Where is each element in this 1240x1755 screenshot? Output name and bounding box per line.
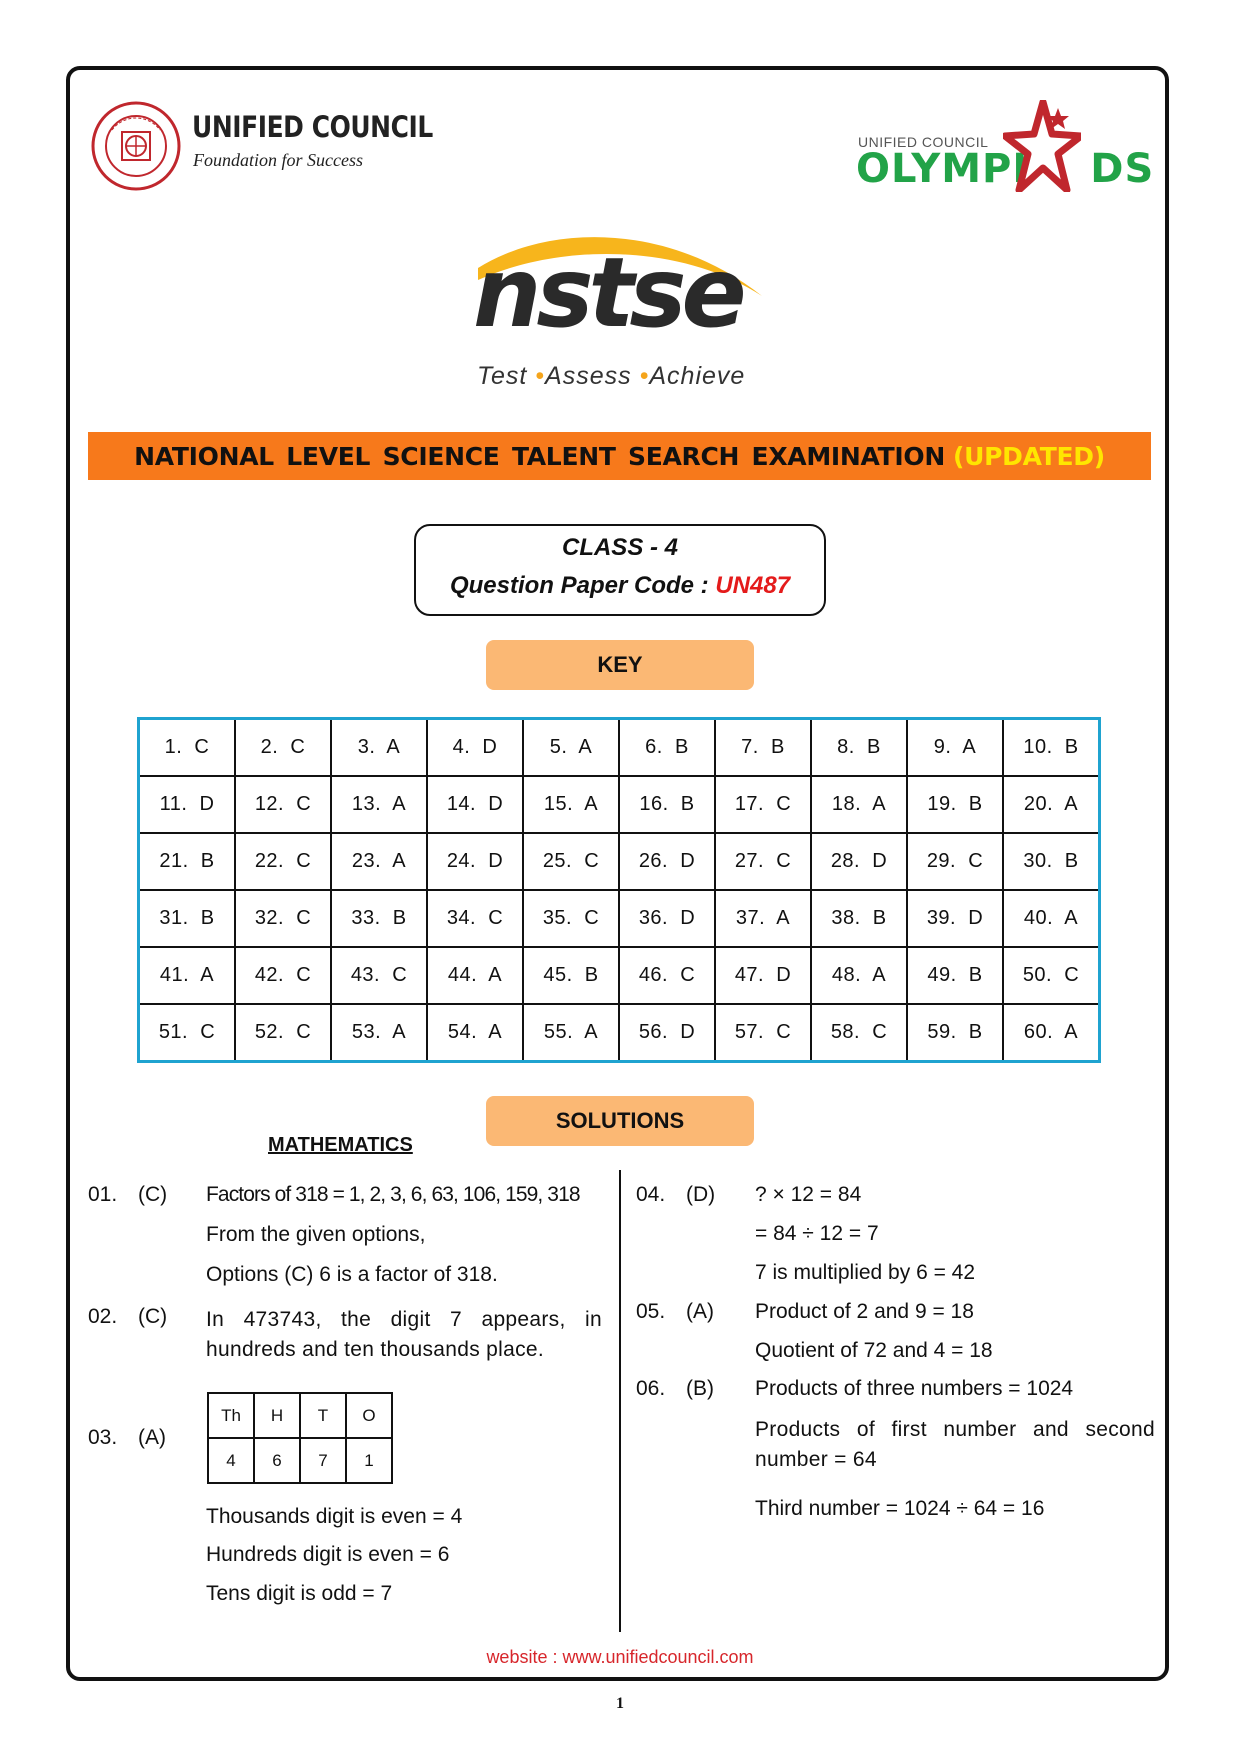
answer-option: (D) xyxy=(686,1183,716,1206)
answer-key-cell: 5. A xyxy=(523,719,619,777)
answer-key-cell: 43. C xyxy=(331,947,427,1004)
solution-line: Thousands digit is even = 4 xyxy=(206,1505,463,1528)
answer-key-cell: 9. A xyxy=(907,719,1003,777)
place-header: T xyxy=(300,1393,346,1438)
answer-key-cell: 41. A xyxy=(139,947,236,1004)
answer-key-cell: 53. A xyxy=(331,1004,427,1062)
answer-key-cell: 48. A xyxy=(811,947,907,1004)
olympiads-word-start: OLYMPI xyxy=(856,146,1029,192)
answer-key-cell: 29. C xyxy=(907,833,1003,890)
nstse-logo-text: nstse xyxy=(473,237,742,349)
answer-key-cell: 33. B xyxy=(331,890,427,947)
solution-line: Hundreds digit is even = 6 xyxy=(206,1543,450,1566)
paper-code-line xyxy=(416,572,824,600)
answer-option: (A) xyxy=(686,1300,714,1323)
place-value: 4 xyxy=(208,1438,254,1483)
answer-key-cell: 27. C xyxy=(715,833,811,890)
tagline-achieve: Achieve xyxy=(649,362,746,390)
solution-line: Options (C) 6 is a factor of 318. xyxy=(206,1263,498,1286)
place-header: O xyxy=(346,1393,392,1438)
class-label: CLASS - 4 xyxy=(561,534,678,561)
answer-key-cell: 21. B xyxy=(139,833,236,890)
answer-key-cell: 1. C xyxy=(139,719,236,777)
answer-key-cell: 32. C xyxy=(235,890,331,947)
key-heading: KEY xyxy=(486,640,754,690)
paper-code-label: Question Paper Code : xyxy=(449,572,716,599)
answer-key-cell: 15. A xyxy=(523,776,619,833)
subject-heading: MATHEMATICS xyxy=(268,1134,413,1156)
answer-key-cell: 14. D xyxy=(427,776,523,833)
answer-key-cell: 57. C xyxy=(715,1004,811,1062)
answer-key-cell: 10. B xyxy=(1003,719,1100,777)
nstse-tagline xyxy=(477,362,745,391)
answer-key-cell: 46. C xyxy=(619,947,715,1004)
solution-line: From the given options, xyxy=(206,1223,426,1246)
answer-option: (C) xyxy=(138,1305,168,1328)
column-divider xyxy=(619,1170,621,1632)
answer-key-cell: 54. A xyxy=(427,1004,523,1062)
answer-key-cell: 28. D xyxy=(811,833,907,890)
answer-key-cell: 24. D xyxy=(427,833,523,890)
olympiads-small-text: UNIFIED COUNCIL xyxy=(858,134,989,150)
answer-key-row xyxy=(139,719,1100,777)
answer-key-cell: 23. A xyxy=(331,833,427,890)
answer-key-cell: 37. A xyxy=(715,890,811,947)
website-footer: website : www.unifiedcouncil.com xyxy=(486,1647,754,1667)
class-info-box xyxy=(414,524,826,616)
tagline-test: Test xyxy=(477,362,528,390)
solution-line: Quotient of 72 and 4 = 18 xyxy=(755,1339,993,1362)
solution-line: = 84 ÷ 12 = 7 xyxy=(755,1222,879,1245)
answer-key-cell: 6. B xyxy=(619,719,715,777)
answer-key-cell: 26. D xyxy=(619,833,715,890)
question-number: 05. xyxy=(636,1300,666,1323)
answer-key-cell: 20. A xyxy=(1003,776,1100,833)
answer-key-cell: 39. D xyxy=(907,890,1003,947)
tagline-dot: • xyxy=(535,362,546,390)
answer-key-cell: 2. C xyxy=(235,719,331,777)
place-value: 7 xyxy=(300,1438,346,1483)
answer-key-cell: 12. C xyxy=(235,776,331,833)
answer-key-cell: 51. C xyxy=(139,1004,236,1062)
answer-key-cell: 55. A xyxy=(523,1004,619,1062)
question-number: 06. xyxy=(636,1377,666,1400)
answer-key-cell: 38. B xyxy=(811,890,907,947)
solution-line: ? × 12 = 84 xyxy=(755,1183,862,1206)
answer-key-cell: 4. D xyxy=(427,719,523,777)
answer-key-row xyxy=(139,776,1100,833)
olympiads-star-icon xyxy=(1003,100,1081,192)
answer-key-row xyxy=(139,947,1100,1004)
answer-key-cell: 52. C xyxy=(235,1004,331,1062)
question-number: 04. xyxy=(636,1183,666,1206)
answer-key-cell: 11. D xyxy=(139,776,236,833)
answer-key-cell: 22. C xyxy=(235,833,331,890)
place-header: Th xyxy=(208,1393,254,1438)
answer-key-cell: 56. D xyxy=(619,1004,715,1062)
question-number: 03. xyxy=(88,1426,118,1449)
paper-code-value: UN487 xyxy=(715,572,791,599)
exam-title: NATIONAL LEVEL SCIENCE TALENT SEARCH EXAMINATION xyxy=(134,441,945,471)
answer-key-cell: 60. A xyxy=(1003,1004,1100,1062)
answer-key-cell: 25. C xyxy=(523,833,619,890)
tagline-dot: • xyxy=(639,362,650,390)
answer-key-cell: 36. D xyxy=(619,890,715,947)
answer-key-cell: 58. C xyxy=(811,1004,907,1062)
solution-line: 7 is multiplied by 6 = 42 xyxy=(755,1261,976,1284)
solution-line: Tens digit is odd = 7 xyxy=(206,1582,393,1605)
solution-line: Factors of 318 = 1, 2, 3, 6, 63, 106, 159, 318 xyxy=(206,1183,580,1206)
unified-council-seal-logo xyxy=(90,100,182,192)
council-name: UNIFIED COUNCIL xyxy=(192,110,433,144)
answer-option: (C) xyxy=(138,1183,168,1206)
answer-key-cell: 3. A xyxy=(331,719,427,777)
answer-key-row xyxy=(139,833,1100,890)
solution-line: Product of 2 and 9 = 18 xyxy=(755,1300,974,1323)
answer-key-cell: 59. B xyxy=(907,1004,1003,1062)
answer-key-cell: 45. B xyxy=(523,947,619,1004)
solution-text: In 473743, the digit 7 appears, in hundreds and ten thousands place. xyxy=(206,1308,602,1362)
answer-key-table xyxy=(137,717,1101,1063)
solutions-heading: SOLUTIONS xyxy=(486,1096,754,1146)
tagline-assess: Assess xyxy=(545,362,632,390)
answer-key-cell: 50. C xyxy=(1003,947,1100,1004)
answer-key-cell: 17. C xyxy=(715,776,811,833)
answer-key-cell: 8. B xyxy=(811,719,907,777)
place-value-table xyxy=(207,1392,393,1484)
answer-key-cell: 44. A xyxy=(427,947,523,1004)
answer-key-cell: 34. C xyxy=(427,890,523,947)
answer-key-row xyxy=(139,1004,1100,1062)
question-number: 02. xyxy=(88,1305,118,1328)
question-number: 01. xyxy=(88,1183,118,1206)
answer-key-cell: 16. B xyxy=(619,776,715,833)
solution-line: Third number = 1024 ÷ 64 = 16 xyxy=(755,1497,1045,1520)
answer-key-cell: 18. A xyxy=(811,776,907,833)
answer-key-cell: 31. B xyxy=(139,890,236,947)
solution-text: Products of first number and second number = 64 xyxy=(755,1418,1155,1472)
council-tagline: Foundation for Success xyxy=(193,150,363,170)
answer-key-row xyxy=(139,890,1100,947)
place-value: 1 xyxy=(346,1438,392,1483)
updated-label: (UPDATED) xyxy=(953,441,1105,471)
answer-key-cell: 47. D xyxy=(715,947,811,1004)
solution-line: Products of three numbers = 1024 xyxy=(755,1377,1074,1400)
answer-option: (A) xyxy=(138,1426,166,1449)
olympiads-word-end: DS xyxy=(1090,146,1155,192)
place-value: 6 xyxy=(254,1438,300,1483)
answer-option: (B) xyxy=(686,1377,714,1400)
answer-key-cell: 30. B xyxy=(1003,833,1100,890)
answer-key-cell: 42. C xyxy=(235,947,331,1004)
page-number: 1 xyxy=(616,1695,624,1712)
exam-title-banner xyxy=(88,432,1151,480)
answer-key-cell: 40. A xyxy=(1003,890,1100,947)
answer-key-cell: 49. B xyxy=(907,947,1003,1004)
answer-key-cell: 7. B xyxy=(715,719,811,777)
place-header: H xyxy=(254,1393,300,1438)
answer-key-cell: 19. B xyxy=(907,776,1003,833)
answer-key-cell: 13. A xyxy=(331,776,427,833)
answer-key-cell: 35. C xyxy=(523,890,619,947)
